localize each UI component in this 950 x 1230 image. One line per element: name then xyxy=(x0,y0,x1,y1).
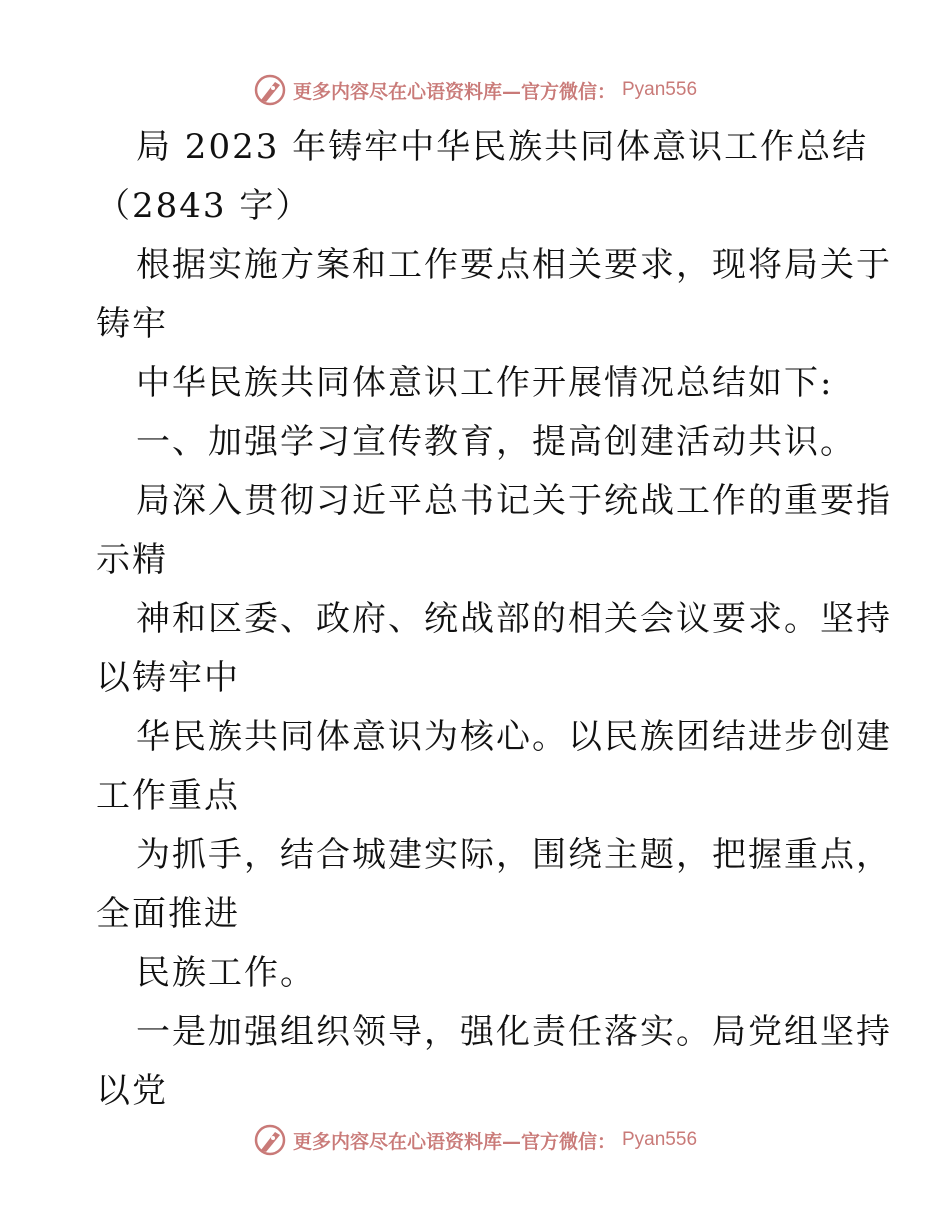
text-line: 一是加强组织领导，强化责任落实。局党组坚持 xyxy=(136,1012,892,1052)
text-line: 以铸牢中 xyxy=(96,658,240,698)
watermark-id: Pyan556 xyxy=(622,1129,698,1150)
watermark-text: 更多内容尽在心语资料库—官方微信： xyxy=(292,1130,616,1153)
text-line: 为抓手，结合城建实际，围绕主题，把握重点， xyxy=(136,835,892,875)
text-line: 根据实施方案和工作要点相关要求，现将局关于 xyxy=(136,245,892,285)
watermark-footer xyxy=(0,1120,950,1160)
text-line: 神和区委、政府、统战部的相关会议要求。坚持 xyxy=(136,599,892,639)
pen-nib-logo-icon xyxy=(253,73,287,107)
text-line: 局深入贯彻习近平总书记关于统战工作的重要指 xyxy=(136,481,892,521)
text-line: 中华民族共同体意识工作开展情况总结如下: xyxy=(136,363,834,403)
text-line: 示精 xyxy=(96,540,168,580)
document-body xyxy=(96,118,892,1121)
pen-nib-logo-icon xyxy=(253,1123,287,1157)
text-line: 局 2023 年铸牢中华民族共同体意识工作总结 xyxy=(136,127,869,167)
text-line: 以党 xyxy=(96,1071,168,1111)
watermark-text: 更多内容尽在心语资料库—官方微信： xyxy=(292,80,616,103)
text-line: 全面推进 xyxy=(96,894,240,934)
watermark-id: Pyan556 xyxy=(622,79,698,100)
text-line: 民族工作。 xyxy=(136,953,316,993)
watermark-header xyxy=(0,70,950,110)
text-line: 工作重点 xyxy=(96,776,240,816)
text-line: 华民族共同体意识为核心。以民族团结进步创建 xyxy=(136,717,892,757)
text-line: 铸牢 xyxy=(96,304,168,344)
text-line: 一、加强学习宣传教育，提高创建活动共识。 xyxy=(136,422,856,462)
text-line: （2843 字） xyxy=(96,186,312,226)
